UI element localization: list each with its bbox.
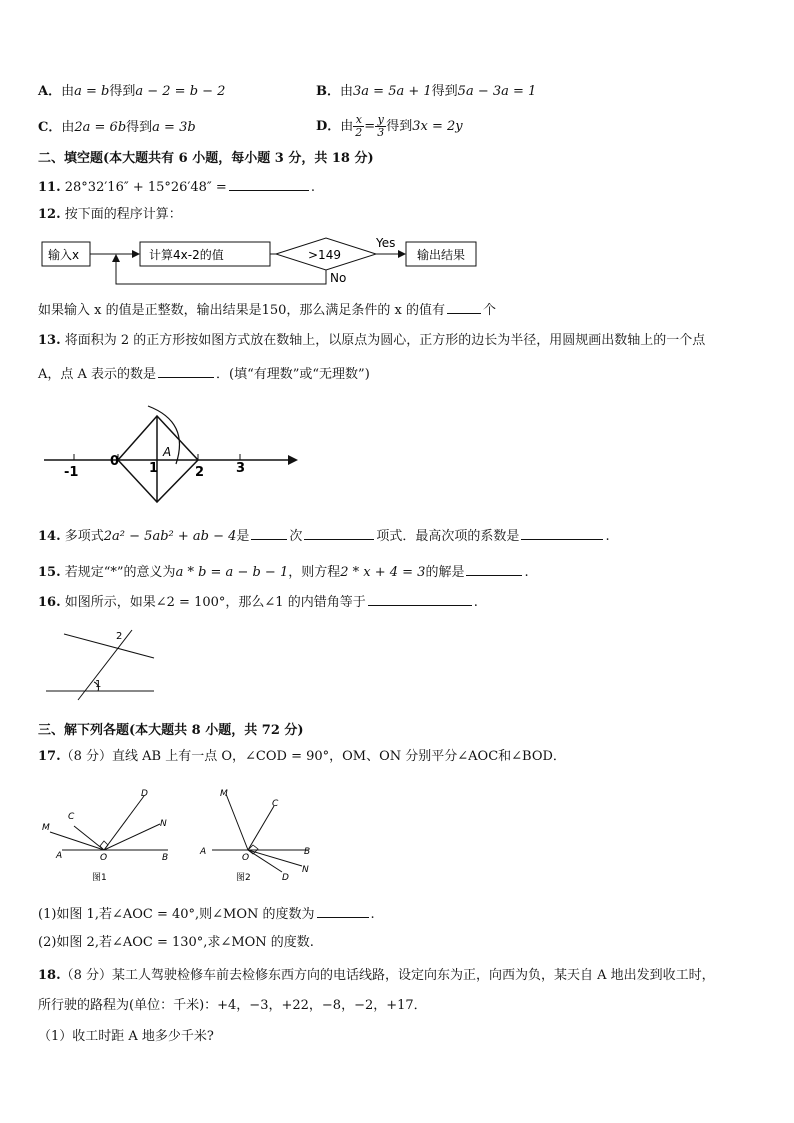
q17-figure1 — [40, 786, 180, 882]
fig2-label-o: O — [242, 853, 250, 863]
frac1-den: 2 — [355, 126, 363, 139]
choice-a-label: A． — [38, 84, 62, 99]
frac1-num: x — [353, 114, 364, 127]
choice-d-eq2: 3x = 2y — [412, 119, 463, 134]
q17-part1 — [38, 904, 375, 924]
q17 — [38, 748, 566, 766]
section3-title: 三、解下列各题(本大题共 8 小题，共 72 分) — [38, 723, 304, 738]
label-minus1: -1 — [64, 465, 79, 480]
q14-is: 是 — [236, 529, 250, 544]
fig1-label-d: D — [141, 789, 148, 799]
fig2-ray-oc — [248, 806, 274, 850]
flow-arrow-yes-head — [398, 250, 406, 258]
fig1-label-m: M — [42, 823, 50, 833]
q15-def: a * b = a − b − 1 — [175, 565, 289, 580]
q18-score: （8 分） — [60, 968, 113, 983]
q16 — [38, 592, 478, 612]
q14-end: . — [605, 529, 610, 544]
q15-mid: ，则方程 — [288, 565, 341, 580]
q11-end: . — [310, 180, 315, 195]
flow-output-text: 输出结果 — [417, 248, 466, 262]
section2-title: 二、填空题(本大题共有 6 小题，每小题 3 分，共 18 分) — [38, 151, 374, 166]
q11-expr: 28°32′16″ + 15°26′48″ = — [64, 180, 227, 195]
label-0: 0 — [110, 454, 120, 469]
fig1-label-b: B — [162, 853, 169, 863]
q14-blank-terms — [304, 526, 374, 540]
q16-figure — [42, 622, 162, 702]
q13-answer-blank — [158, 364, 214, 378]
fig2-label-c: C — [272, 799, 279, 809]
q18-text1: 某工人驾驶检修车前去检修东西方向的电话线路，设定向东为正，向西为负，某天自 A 地出发到收工时， — [112, 968, 715, 983]
fig2-label-a: A — [200, 847, 207, 857]
fig1-caption: 图1 — [92, 873, 107, 882]
q18-line2: 所行驶的路程为(单位：千米)：+4，−3，+22，−8，−2，+17． — [38, 998, 427, 1013]
q15-pre: 若规定“*”的意义为 — [64, 565, 176, 580]
choice-a — [38, 83, 225, 101]
q15-num: 15. — [38, 565, 61, 580]
fig2-ray-om — [226, 794, 248, 850]
frac2-num: y — [375, 114, 386, 127]
flow-loop-no-head — [112, 254, 120, 262]
fig2-ray-on — [248, 850, 302, 866]
q13-figure — [40, 402, 302, 504]
q11 — [38, 177, 315, 197]
q15-eqn: 2 * x + 4 = 3 — [340, 565, 426, 580]
transversal — [78, 630, 132, 700]
choice-a-eq1: a = b — [74, 84, 110, 99]
flow-cond-text: >149 — [308, 248, 341, 262]
choice-a-pre: 由 — [61, 84, 75, 99]
choice-d-pre: 由 — [340, 119, 354, 134]
q17-p1-end: . — [370, 907, 375, 922]
label-3: 3 — [236, 461, 246, 476]
q14-blank-degree — [251, 526, 287, 540]
choice-c-mid: 得到 — [126, 120, 153, 135]
choice-d-frac2 — [375, 114, 386, 139]
q17-num: 17. — [38, 749, 61, 764]
q12-after-end: 个 — [483, 303, 497, 318]
choice-b-mid: 得到 — [431, 84, 458, 99]
choice-b-pre: 由 — [340, 84, 354, 99]
choice-d-mid: 得到 — [386, 119, 413, 134]
angle1-label: 1 — [95, 679, 102, 690]
q15 — [38, 562, 529, 582]
q17-p1-blank — [317, 904, 369, 918]
flow-yes-label: Yes — [376, 236, 396, 250]
q12-answer-blank — [447, 300, 481, 314]
choice-c-pre: 由 — [61, 120, 75, 135]
q13-line2 — [38, 364, 370, 384]
choice-d-label: D． — [316, 119, 341, 134]
q11-answer-blank — [229, 177, 309, 191]
q14-blank-coef — [521, 526, 603, 540]
square — [118, 416, 198, 502]
line-upper — [64, 634, 154, 658]
q17-part2: (2)如图 2,若∠AOC = 130°,求∠MON 的度数. — [38, 935, 314, 950]
q14 — [38, 526, 610, 546]
fig1-label-c: C — [68, 812, 75, 822]
choice-d — [316, 112, 463, 142]
fig2-caption: 图2 — [236, 873, 251, 882]
q17-figure2 — [196, 786, 320, 882]
choice-a-eq2: a − 2 = b − 2 — [135, 84, 226, 99]
choice-a-mid: 得到 — [109, 84, 136, 99]
choice-b-label: B． — [316, 84, 340, 99]
q13-line1 — [38, 332, 705, 350]
fig1-label-o: O — [100, 853, 108, 863]
fig2-label-b: B — [304, 847, 311, 857]
fig1-label-a: A — [56, 851, 63, 861]
q17-text: 直线 AB 上有一点 O，∠COD = 90°，OM、ON 分别平分∠AOC和∠BOD． — [112, 749, 566, 764]
choice-d-eq-sign: = — [364, 119, 376, 134]
fig1-ray-on — [104, 824, 160, 850]
q14-num: 14. — [38, 529, 61, 544]
fig1-ray-oc — [74, 826, 104, 850]
label-a: A — [163, 445, 172, 459]
q11-num: 11. — [38, 180, 61, 195]
choice-c — [38, 119, 196, 137]
q18-num: 18. — [38, 968, 61, 983]
label-2: 2 — [195, 465, 205, 480]
q13-text2-post: ．(填“有理数”或“无理数”) — [216, 367, 370, 382]
choice-b — [316, 83, 536, 101]
q18-part1: （1）收工时距 A 地多少千米? — [38, 1029, 214, 1044]
choice-b-eq1: 3a = 5a + 1 — [353, 84, 432, 99]
q12-flowchart — [36, 234, 486, 296]
choice-d-frac1 — [353, 114, 364, 139]
fig1-ray-om — [50, 832, 104, 850]
choice-b-eq2: 5a − 3a = 1 — [457, 84, 537, 99]
q16-num: 16. — [38, 595, 61, 610]
fig2-label-d: D — [282, 873, 289, 882]
q15-end: . — [524, 565, 529, 580]
q14-xiang: 项式．最高次项的系数是 — [376, 529, 520, 544]
q12 — [38, 206, 182, 224]
number-line-arrow — [288, 455, 298, 465]
label-1: 1 — [149, 461, 159, 476]
q15-answer-blank — [466, 562, 522, 576]
q12-num: 12. — [38, 207, 61, 222]
q14-ci: 次 — [289, 529, 303, 544]
q18-line1 — [38, 967, 715, 985]
q12-after-text: 如果输入 x 的值是正整数，输出结果是150，那么满足条件的 x 的值有 — [38, 303, 446, 318]
q12-after — [38, 300, 496, 320]
choice-c-label: C． — [38, 120, 62, 135]
q14-pre: 多项式 — [64, 529, 104, 544]
flow-arrow-1-head — [132, 250, 140, 258]
q15-post: 的解是 — [425, 565, 465, 580]
frac2-den: 3 — [377, 126, 385, 139]
fig1-label-n: N — [160, 819, 167, 829]
fig2-label-n: N — [302, 865, 309, 875]
q14-poly: 2a² − 5ab² + ab − 4 — [103, 529, 237, 544]
flow-no-label: No — [330, 271, 347, 285]
fig2-ray-od — [248, 850, 282, 872]
angle2-label: 2 — [116, 631, 123, 642]
fig1-ray-od — [104, 796, 144, 850]
q13-text1: 将面积为 2 的正方形按如图方式放在数轴上，以原点为圆心，正方形的边长为半径，用圆规画出数轴上的一个点 — [64, 333, 706, 348]
choice-c-eq1: 2a = 6b — [74, 120, 127, 135]
q17-score: （8 分） — [60, 749, 113, 764]
q17-p1-text: (1)如图 1,若∠AOC = 40°,则∠MON 的度数为 — [38, 907, 315, 922]
q13-text2: A，点 A 表示的数是 — [38, 367, 157, 382]
choice-c-eq2: a = 3b — [152, 120, 196, 135]
flow-input-text: 输入x — [48, 248, 80, 262]
q16-text: 如图所示，如果∠2 = 100°，那么∠1 的内错角等于 — [64, 595, 366, 610]
fig2-label-m: M — [220, 789, 228, 799]
q16-answer-blank — [368, 592, 472, 606]
q16-end: . — [473, 595, 478, 610]
q13-num: 13. — [38, 333, 61, 348]
flow-calc-text: 计算4x-2的值 — [149, 248, 224, 262]
q12-text: 按下面的程序计算： — [64, 207, 182, 222]
